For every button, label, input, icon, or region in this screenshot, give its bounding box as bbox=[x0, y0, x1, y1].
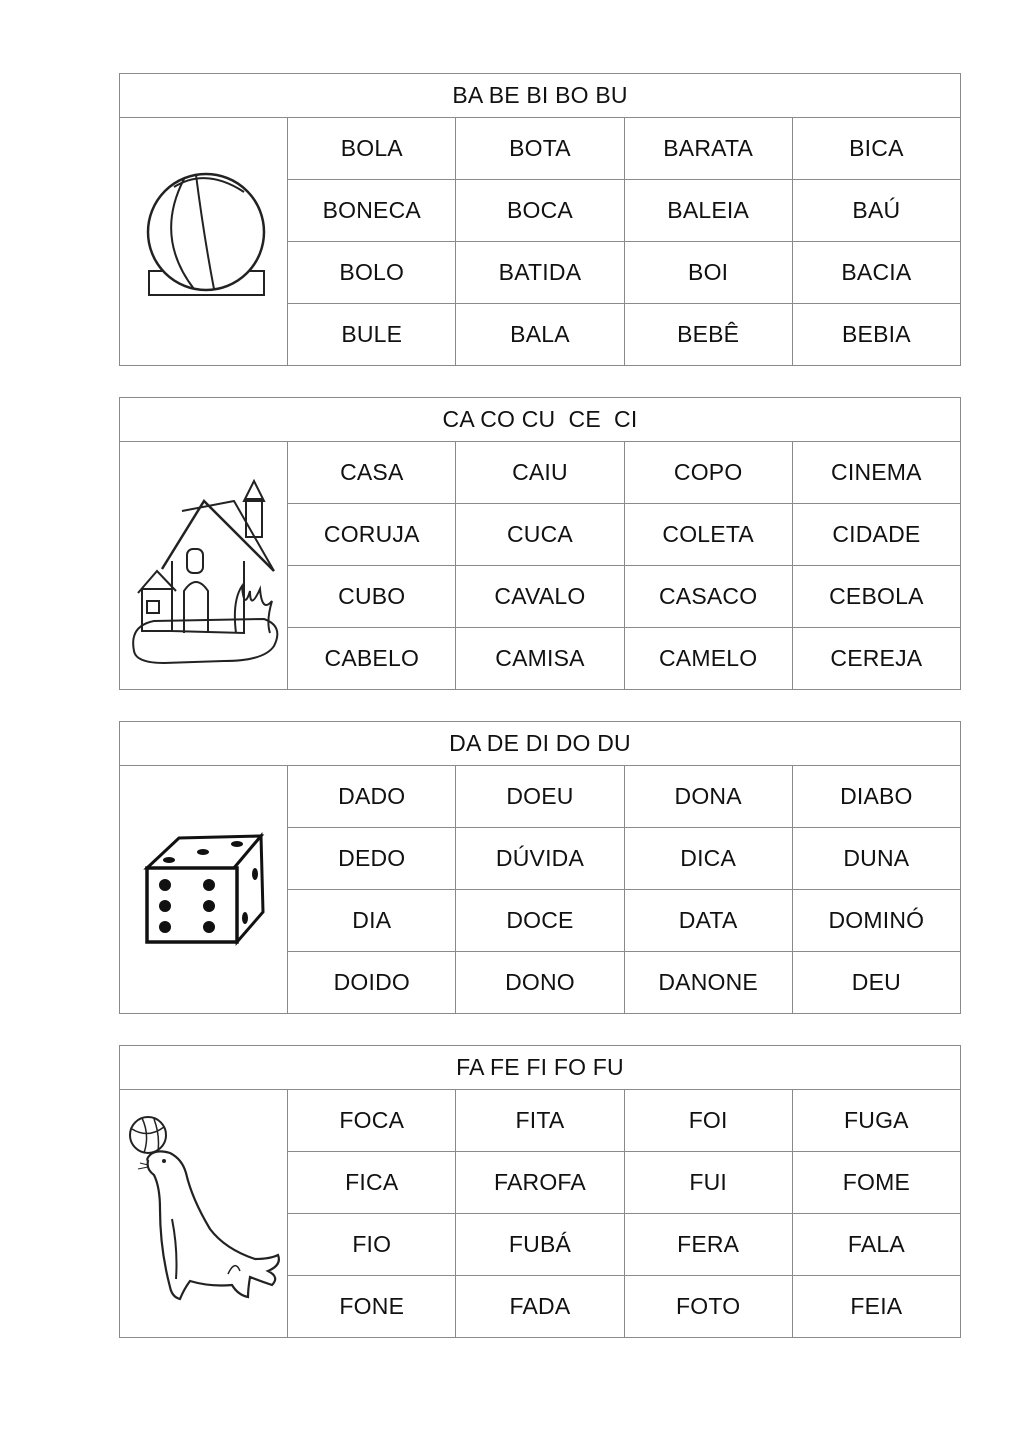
word-cell: BOCA bbox=[456, 180, 624, 242]
syllable-table-c bbox=[119, 397, 961, 690]
word-cell: FOCA bbox=[288, 1090, 456, 1152]
word-cell: COLETA bbox=[624, 504, 792, 566]
word-cell: FONE bbox=[288, 1276, 456, 1338]
word-cell: BEBIA bbox=[792, 304, 960, 366]
house-icon bbox=[124, 461, 284, 671]
word-cell: BULE bbox=[288, 304, 456, 366]
word-cell: COPO bbox=[624, 442, 792, 504]
word-cell: DIA bbox=[288, 890, 456, 952]
word-cell: CEREJA bbox=[792, 628, 960, 690]
section-header: FA FE FI FO FU bbox=[120, 1046, 961, 1090]
word-cell: BOLA bbox=[288, 118, 456, 180]
word-cell: BALA bbox=[456, 304, 624, 366]
word-cell: DONO bbox=[456, 952, 624, 1014]
word-cell: DICA bbox=[624, 828, 792, 890]
word-cell: FIO bbox=[288, 1214, 456, 1276]
illustration-cell bbox=[120, 766, 288, 1014]
word-cell: BACIA bbox=[792, 242, 960, 304]
word-cell: CAIU bbox=[456, 442, 624, 504]
word-cell: DEU bbox=[792, 952, 960, 1014]
syllable-table-d bbox=[119, 721, 961, 1014]
section-header: BA BE BI BO BU bbox=[120, 74, 961, 118]
word-cell: BOTA bbox=[456, 118, 624, 180]
section-header: CA CO CU CE CI bbox=[120, 398, 961, 442]
word-cell: FUGA bbox=[792, 1090, 960, 1152]
syllable-table-b bbox=[119, 73, 961, 366]
word-cell: CABELO bbox=[288, 628, 456, 690]
dice-icon bbox=[139, 830, 269, 950]
word-cell: DIABO bbox=[792, 766, 960, 828]
word-cell: FICA bbox=[288, 1152, 456, 1214]
word-cell: CAMISA bbox=[456, 628, 624, 690]
word-cell: FUBÁ bbox=[456, 1214, 624, 1276]
word-cell: DUNA bbox=[792, 828, 960, 890]
seal-with-ball-icon bbox=[120, 1109, 290, 1319]
word-cell: DEDO bbox=[288, 828, 456, 890]
word-cell: CIDADE bbox=[792, 504, 960, 566]
word-cell: BOI bbox=[624, 242, 792, 304]
word-cell: FADA bbox=[456, 1276, 624, 1338]
word-cell: CEBOLA bbox=[792, 566, 960, 628]
word-cell: FERA bbox=[624, 1214, 792, 1276]
word-cell: BOLO bbox=[288, 242, 456, 304]
word-cell: FUI bbox=[624, 1152, 792, 1214]
section-header: DA DE DI DO DU bbox=[120, 722, 961, 766]
word-cell: CASA bbox=[288, 442, 456, 504]
word-cell: DATA bbox=[624, 890, 792, 952]
word-cell: BONECA bbox=[288, 180, 456, 242]
word-cell: FEIA bbox=[792, 1276, 960, 1338]
word-cell: DÚVIDA bbox=[456, 828, 624, 890]
word-cell: CUBO bbox=[288, 566, 456, 628]
word-cell: BAÚ bbox=[792, 180, 960, 242]
word-cell: CASACO bbox=[624, 566, 792, 628]
word-cell: DOEU bbox=[456, 766, 624, 828]
word-cell: CINEMA bbox=[792, 442, 960, 504]
word-cell: FOTO bbox=[624, 1276, 792, 1338]
illustration-cell bbox=[120, 118, 288, 366]
word-cell: FITA bbox=[456, 1090, 624, 1152]
word-cell: BARATA bbox=[624, 118, 792, 180]
word-cell: CUCA bbox=[456, 504, 624, 566]
word-cell: FOME bbox=[792, 1152, 960, 1214]
word-cell: CAVALO bbox=[456, 566, 624, 628]
word-cell: CORUJA bbox=[288, 504, 456, 566]
syllable-table-f bbox=[119, 1045, 961, 1338]
word-cell: BICA bbox=[792, 118, 960, 180]
word-cell: CAMELO bbox=[624, 628, 792, 690]
word-cell: BATIDA bbox=[456, 242, 624, 304]
word-cell: DONA bbox=[624, 766, 792, 828]
illustration-cell bbox=[120, 442, 288, 690]
word-cell: FALA bbox=[792, 1214, 960, 1276]
word-cell: FOI bbox=[624, 1090, 792, 1152]
word-cell: DOCE bbox=[456, 890, 624, 952]
illustration-cell bbox=[120, 1090, 288, 1338]
word-cell: DOMINÓ bbox=[792, 890, 960, 952]
word-cell: BALEIA bbox=[624, 180, 792, 242]
word-cell: DOIDO bbox=[288, 952, 456, 1014]
word-cell: BEBÊ bbox=[624, 304, 792, 366]
word-cell: DADO bbox=[288, 766, 456, 828]
word-cell: FAROFA bbox=[456, 1152, 624, 1214]
ball-on-stand-icon bbox=[134, 167, 274, 317]
word-cell: DANONE bbox=[624, 952, 792, 1014]
